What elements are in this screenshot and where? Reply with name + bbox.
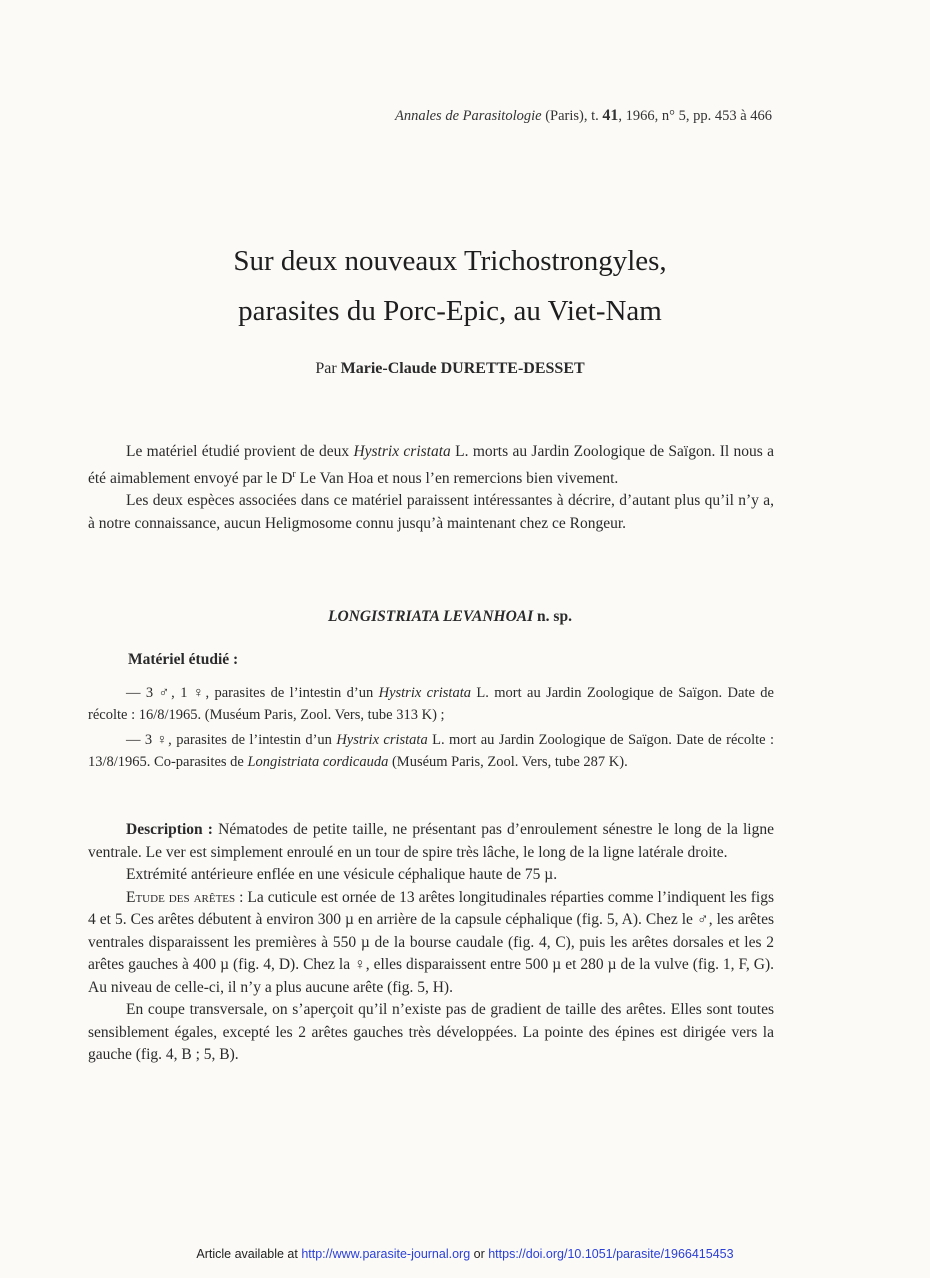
journal-name: Annales de Parasitologie <box>394 108 542 124</box>
title-line-2: parasites du Porc-Epic, au Viet-Nam <box>238 295 662 327</box>
doi-link[interactable]: https://doi.org/10.1051/parasite/1966415453 <box>488 1247 734 1261</box>
species-name: Hystrix cristata <box>378 685 471 701</box>
species-suffix: n. sp. <box>533 608 572 625</box>
description-section <box>88 819 774 1067</box>
byline <box>100 360 800 378</box>
title-line-1: Sur deux nouveaux Trichostrongyles, <box>233 245 667 277</box>
footer-prefix: Article available at <box>196 1247 302 1261</box>
species-heading <box>100 608 800 626</box>
materiel-text: (Muséum Paris, Zool. Vers, tube 287 K). <box>388 753 628 770</box>
materiel-list <box>88 683 774 777</box>
materiel-text: — 3 ♂, 1 ♀, parasites de l’intestin d’un <box>126 685 379 701</box>
description-text: Nématodes de petite taille, ne présentant pas d’enroulement sénestre le long de la ligne ventrale. Le ver est simplement enroulé en un tour de spire très lâche, le long de la ligne latérale droite. <box>88 821 774 861</box>
intro-text: L. morts au Jardin Zoologique de Saïgon. Il nous a été aimablement envoyé par le D <box>88 443 774 487</box>
description-paragraph-3 <box>88 887 774 1000</box>
species-name: Hystrix cristata <box>353 443 451 460</box>
byline-prefix: Par <box>315 360 341 377</box>
article-title <box>100 236 800 336</box>
section-heading-materiel: Matériel étudié : <box>128 651 239 668</box>
intro-paragraph-2: Les deux espèces associées dans ce matériel paraissent intéressantes à décrire, d’autant plus qu’il n’y a, à notre connaissance, aucun Heligmosome connu jusqu’à maintenant chez ce Rongeur. <box>88 492 774 532</box>
species-name: Longistriata cordicauda <box>247 753 389 770</box>
journal-link[interactable]: http://www.parasite-journal.org <box>301 1247 471 1261</box>
introduction <box>88 441 774 535</box>
intro-paragraph-1 <box>88 441 774 490</box>
author-name: Marie-Claude DURETTE-DESSET <box>340 360 585 377</box>
footer-or: or <box>470 1247 489 1261</box>
description-lead: Description : <box>126 821 213 838</box>
aretes-lead: Etude des arêtes : <box>126 888 244 906</box>
citation-location: (Paris), t. <box>541 108 603 124</box>
materiel-item-2 <box>88 730 774 773</box>
journal-citation <box>300 107 772 125</box>
description-paragraph-4: En coupe transversale, on s’aperçoit qu’il n’existe pas de gradient de taille des arêtes. Elles sont toutes sensiblement égales, excepté les 2 arêtes gauches très développées. La pointe des épines est dirigée vers la gauche (fig. 4, B ; 5, B). <box>88 1001 774 1063</box>
materiel-text: L. mort au Jardin Zoologique de Saïgon. Date de récolte : 16/8/1965. (Muséum Paris, Zool. Vers, tube 313 K) ; <box>88 685 774 723</box>
materiel-item-1 <box>88 683 774 726</box>
intro-text: Le Van Hoa et nous l’en remercions bien vivement. <box>295 469 619 487</box>
doctor-abbrev: r <box>292 468 296 480</box>
species-title: LONGISTRIATA LEVANHOAI <box>328 608 534 625</box>
citation-volume: 41 <box>602 107 619 124</box>
description-paragraph-2: Extrémité antérieure enflée en une vésicule céphalique haute de 75 µ. <box>126 866 558 883</box>
citation-details: , 1966, n° 5, pp. 453 à 466 <box>618 108 772 124</box>
materiel-text: L. mort au Jardin Zoologique de Saïgon. Date de récolte : 13/8/1965. Co-parasites de <box>88 732 774 770</box>
description-text: La cuticule est ornée de 13 arêtes longitudinales réparties comme l’indiquent les figs 4 et 5. Ces arêtes débutent à environ 300 µ en arrière de la capsule céphalique (fig. 5, A). Chez le ♂, les arêtes ventrales disparaissent les premières à 550 µ de la bourse caudale (fig. 4, C), puis les arêtes dorsales et les 2 arêtes gauches à 400 µ (fig. 4, D). Chez la ♀, elles disparaissent entre 500 µ et 280 µ de la vulve (fig. 1, F, G). Au niveau de celle-ci, il n’y a plus aucune arête (fig. 5, H). <box>88 888 774 996</box>
footer-availability <box>0 1247 930 1261</box>
intro-text: Le matériel étudié provient de deux <box>126 443 354 460</box>
materiel-text: — 3 ♀, parasites de l’intestin d’un <box>126 732 337 748</box>
species-name: Hystrix cristata <box>336 732 428 748</box>
description-paragraph-1 <box>88 819 774 864</box>
